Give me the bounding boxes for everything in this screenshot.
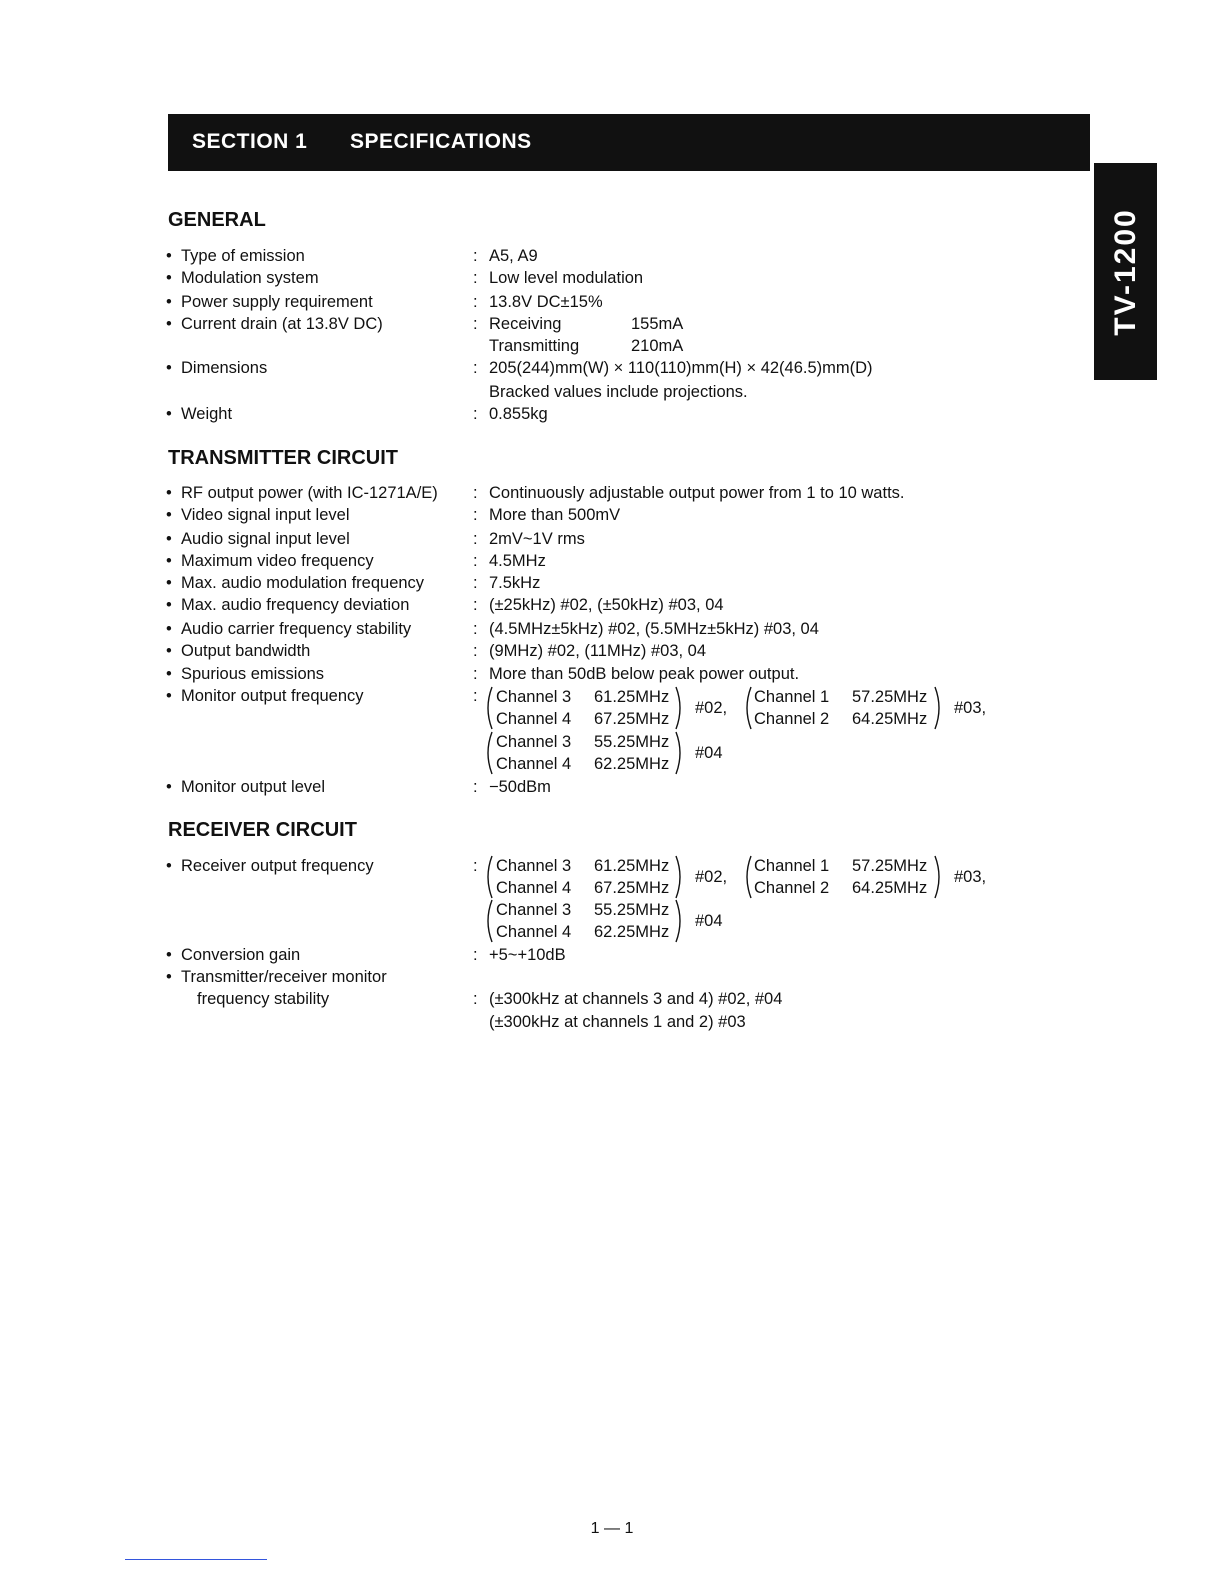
receiver-freq-group-03: Channel 1 57.25MHz Channel 2 64.25MHz #03,: [742, 855, 1002, 901]
transmitter-heading: TRANSMITTER CIRCUIT: [168, 447, 398, 469]
spec-row-modulation: • Modulation system : Low level modulation: [166, 269, 644, 287]
spec-row-rf-output: • RF output power (with IC-1271A/E) : Continuously adjustable output power from 1 to 10 watts.: [166, 484, 905, 502]
receiver-heading: RECEIVER CIRCUIT: [168, 819, 357, 841]
receiver-freq-group-02: Channel 3 61.25MHz Channel 4 67.25MHz #02,: [483, 855, 743, 901]
receiver-freq-group-04: Channel 3 55.25MHz Channel 4 62.25MHz #04: [483, 899, 743, 945]
page-number: 1 — 1: [590, 1520, 634, 1537]
spec-row-emission: • Type of emission : A5, A9: [166, 247, 538, 265]
spec-row-monitor-stability-3: (±300kHz at channels 1 and 2) #03: [489, 1013, 746, 1031]
spec-row-audio-mod-freq: • Max. audio modulation frequency : 7.5kHz: [166, 574, 541, 592]
spec-row-conversion-gain: • Conversion gain : +5~+10dB: [166, 946, 566, 964]
footer-divider: [125, 1559, 267, 1560]
section-number: SECTION 1: [192, 130, 308, 153]
spec-row-audio-deviation: • Max. audio frequency deviation : (±25kHz) #02, (±50kHz) #03, 04: [166, 596, 724, 614]
model-side-tab: [1094, 163, 1157, 380]
spec-row-audio-input: • Audio signal input level : 2mV~1V rms: [166, 530, 585, 548]
spec-row-output-bandwidth: • Output bandwidth : (9MHz) #02, (11MHz) #03, 04: [166, 642, 707, 660]
spec-row-monitor-level: • Monitor output level : −50dBm: [166, 778, 551, 796]
spec-row-current-drain: • Current drain (at 13.8V DC) : Receiving 155mA: [166, 315, 684, 333]
spec-row-video-input: • Video signal input level : More than 500mV: [166, 506, 621, 524]
section-header-bar: [168, 114, 1090, 171]
spec-row-monitor-freq: • Monitor output frequency :: [166, 687, 478, 705]
spec-row-monitor-stability-2: frequency stability : (±300kHz at channels 3 and 4) #02, #04: [197, 990, 783, 1008]
model-label: TV-1200: [1108, 207, 1142, 336]
spec-row-audio-carrier-stability: • Audio carrier frequency stability : (4.5MHz±5kHz) #02, (5.5MHz±5kHz) #03, 04: [166, 620, 819, 638]
spec-row-max-video-freq: • Maximum video frequency : 4.5MHz: [166, 552, 546, 570]
spec-row-dimensions: • Dimensions : 205(244)mm(W) × 110(110)mm(H) × 42(46.5)mm(D): [166, 359, 873, 377]
monitor-freq-group-04: Channel 3 55.25MHz Channel 4 62.25MHz #04: [483, 731, 743, 777]
spec-row-dimensions-note: Bracked values include projections.: [489, 383, 748, 401]
spec-row-current-drain-tx: Transmitting 210mA: [489, 337, 684, 355]
monitor-freq-group-02: Channel 3 61.25MHz Channel 4 67.25MHz #02,: [483, 686, 743, 732]
spec-row-weight: • Weight : 0.855kg: [166, 405, 548, 423]
spec-row-spurious: • Spurious emissions : More than 50dB below peak power output.: [166, 665, 800, 683]
spec-row-receiver-output-freq: • Receiver output frequency :: [166, 857, 478, 875]
section-title: SPECIFICATIONS: [350, 130, 532, 153]
general-heading: GENERAL: [168, 209, 266, 231]
spec-row-power-supply: • Power supply requirement : 13.8V DC±15%: [166, 293, 603, 311]
monitor-freq-group-03: Channel 1 57.25MHz Channel 2 64.25MHz #03,: [742, 686, 1002, 732]
spec-row-monitor-stability: • Transmitter/receiver monitor: [166, 968, 387, 986]
